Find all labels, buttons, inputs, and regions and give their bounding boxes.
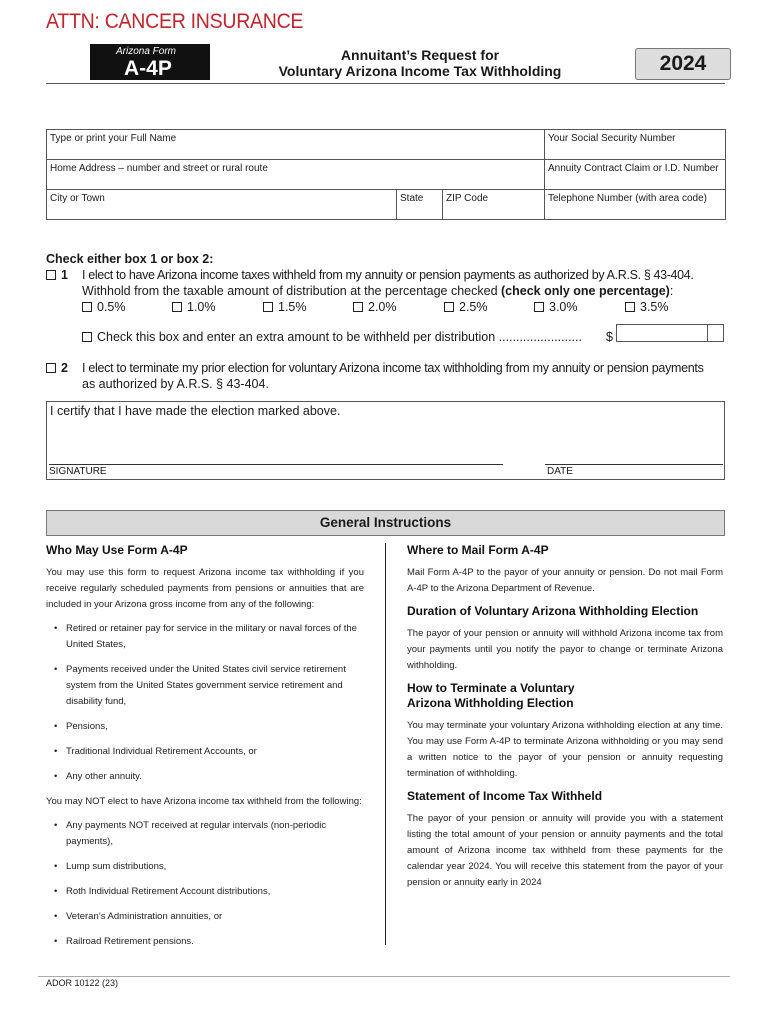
list-item: • Traditional Individual Retirement Accounts, or: [66, 744, 364, 760]
form-title: [250, 47, 590, 79]
annuity-id-field[interactable]: Annuity Contract Claim or I.D. Number: [545, 160, 726, 190]
left-column: [46, 543, 364, 959]
attn-heading: ATTN: CANCER INSURANCE: [46, 10, 304, 33]
mail-text: Mail Form A-4P to the payor of your annuity or pension. Do not mail Form A-4P to the Arizona Department of Revenue.: [407, 567, 723, 594]
box1-instructions: [82, 284, 673, 298]
pct-label: 3.0%: [549, 300, 578, 314]
box2-number: 2: [61, 361, 68, 375]
extra-amount-row: [82, 330, 582, 344]
not-list: [46, 818, 364, 950]
list-item: • Veteran’s Administration annuities, or: [66, 909, 364, 925]
date-line[interactable]: [545, 464, 723, 465]
pct-checkbox[interactable]: [625, 302, 635, 312]
pct-option-2-5[interactable]: [444, 300, 488, 314]
duration-text: The payor of your pension or annuity will withhold Arizona income tax from your payments until you notify the payor to change or terminate Arizona withholding.: [407, 628, 723, 671]
home-address-field[interactable]: Home Address – number and street or rural route: [47, 160, 545, 190]
terminate-text: You may terminate your voluntary Arizona withholding election at any time. You may use Form A-4P to terminate Arizona withholding or you may send a written notice to the payor of your pension or annuity requesting termination of withholding.: [407, 720, 723, 779]
list-item: • Railroad Retirement pensions.: [66, 934, 364, 950]
pct-option-1-0[interactable]: [172, 300, 216, 314]
dollar-sign: $: [606, 330, 613, 344]
box2-row: [46, 361, 68, 375]
extra-amount-text: Check this box and enter an extra amount to be withheld per distribution ........................: [97, 330, 582, 344]
form-id-badge: [90, 44, 210, 80]
signature-label: SIGNATURE: [49, 466, 107, 477]
pct-label: 1.5%: [278, 300, 307, 314]
box2-checkbox[interactable]: [46, 363, 56, 373]
pct-checkbox[interactable]: [172, 302, 182, 312]
pct-label: 1.0%: [187, 300, 216, 314]
box1-line2-end: :: [669, 284, 674, 298]
statement-heading: Statement of Income Tax Withheld: [407, 789, 603, 803]
terminate-heading: [407, 681, 723, 711]
box2-text-1: I elect to terminate my prior election for voluntary Arizona income tax withholding from my annuity or pension payments: [82, 361, 704, 375]
phone-field[interactable]: Telephone Number (with area code): [545, 190, 726, 220]
tax-year: 2024: [635, 48, 731, 80]
header-divider: [46, 83, 725, 84]
signature-line[interactable]: [49, 464, 503, 465]
form-label: Arizona Form: [116, 46, 177, 57]
pct-option-2-0[interactable]: [353, 300, 397, 314]
statement-text: The payor of your pension or annuity will provide you with a statement listing the total amount of your pension or annuity payments and the total amount of Arizona income tax withheld from these payments for the calendar year 2024. You will receive this statement from the payor of your pension or annuity early in 2024: [407, 813, 723, 888]
zip-field[interactable]: ZIP Code: [443, 190, 545, 220]
certification-box: [46, 401, 725, 480]
who-list: [46, 621, 364, 785]
title-line-1: Annuitant’s Request for: [340, 47, 500, 63]
title-line-2: Voluntary Arizona Income Tax Withholding: [278, 63, 562, 79]
who-text: You may use this form to request Arizona income tax withholding if you receive regularly scheduled payments from pensions or annuities that are included in your Arizona gross income from any of the following:: [46, 567, 364, 610]
list-item: • Retired or retainer pay for service in the military or naval forces of the United States,: [66, 621, 364, 653]
mail-heading: Where to Mail Form A-4P: [407, 543, 549, 557]
footer-rule: [38, 976, 730, 977]
full-name-field[interactable]: Type or print your Full Name: [47, 130, 545, 160]
pct-option-0-5[interactable]: [82, 300, 126, 314]
certify-text: I certify that I have made the election marked above.: [50, 404, 341, 418]
city-field[interactable]: City or Town: [47, 190, 397, 220]
form-code: A-4P: [124, 57, 172, 80]
date-label: DATE: [547, 466, 573, 477]
who-heading: Who May Use Form A-4P: [46, 543, 188, 557]
list-item: • Lump sum distributions,: [66, 859, 364, 875]
box1-number: 1: [61, 268, 68, 282]
list-item: • Any other annuity.: [66, 769, 364, 785]
general-instructions-title: General Instructions: [46, 510, 725, 536]
list-item: • Payments received under the United States civil service retirement system from the United States government service retirement and disability fund,: [66, 662, 364, 710]
pct-option-3-0[interactable]: [534, 300, 578, 314]
box1-text: I elect to have Arizona income taxes withheld from my annuity or pension payments as authorized by A.R.S. § 43-404.: [82, 268, 694, 282]
cents-divider: [707, 325, 708, 341]
form-revision-code: ADOR 10122 (23): [46, 978, 119, 988]
terminate-heading-line-1: How to Terminate a Voluntary: [407, 681, 575, 695]
right-column: [407, 543, 723, 891]
identification-fields: [46, 129, 726, 220]
pct-label: 2.0%: [368, 300, 397, 314]
list-item: • Pensions,: [66, 719, 364, 735]
terminate-heading-line-2: Arizona Withholding Election: [407, 696, 574, 710]
state-field[interactable]: State: [397, 190, 443, 220]
election-heading: Check either box 1 or box 2:: [46, 252, 214, 266]
pct-checkbox[interactable]: [353, 302, 363, 312]
pct-checkbox[interactable]: [444, 302, 454, 312]
pct-label: 3.5%: [640, 300, 669, 314]
list-item: • Any payments NOT received at regular intervals (non-periodic payments),: [66, 818, 364, 850]
box1-line2-bold: (check only one percentage): [501, 284, 670, 298]
pct-checkbox[interactable]: [263, 302, 273, 312]
pct-checkbox[interactable]: [82, 302, 92, 312]
box1-row: [46, 268, 68, 282]
pct-checkbox[interactable]: [534, 302, 544, 312]
extra-amount-checkbox[interactable]: [82, 332, 92, 342]
not-text: You may NOT elect to have Arizona income tax withheld from the following:: [46, 796, 362, 807]
pct-option-1-5[interactable]: [263, 300, 307, 314]
pct-label: 0.5%: [97, 300, 126, 314]
column-divider: [385, 543, 386, 945]
list-item: • Roth Individual Retirement Account distributions,: [66, 884, 364, 900]
duration-heading: Duration of Voluntary Arizona Withholding Election: [407, 604, 699, 618]
pct-option-3-5[interactable]: [625, 300, 669, 314]
ssn-field[interactable]: Your Social Security Number: [545, 130, 726, 160]
extra-amount-input[interactable]: [616, 324, 724, 342]
box1-checkbox[interactable]: [46, 270, 56, 280]
box1-line2: Withhold from the taxable amount of distribution at the percentage checked: [82, 284, 498, 298]
box2-text-2: as authorized by A.R.S. § 43-404.: [82, 377, 269, 391]
pct-label: 2.5%: [459, 300, 488, 314]
